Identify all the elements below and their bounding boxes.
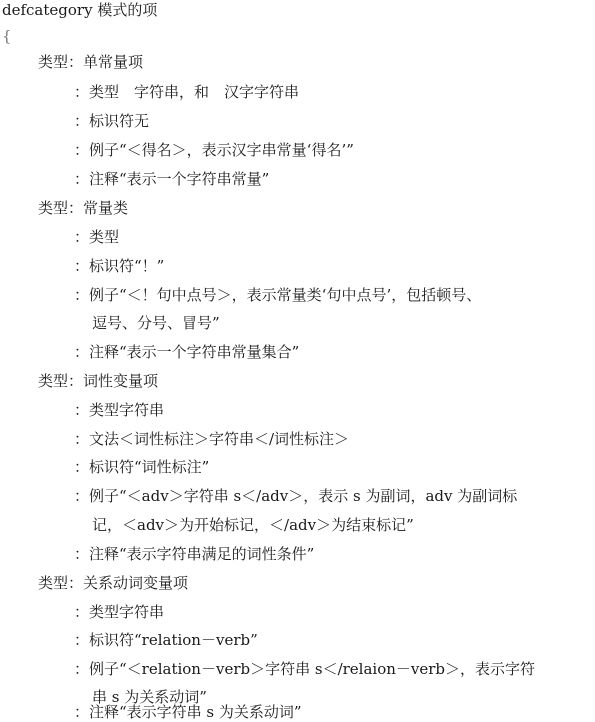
- attribute-line: ：注释“表示字符串满足的词性条件”: [74, 545, 315, 563]
- type-line: 类型：单常量项: [38, 53, 144, 71]
- document-heading: defcategory 模式的项: [2, 1, 158, 19]
- attribute-line: ：类型: [74, 228, 120, 246]
- attribute-line: ：例子“＜relation－verb＞字符串 s＜/relaion－verb＞，表示字符: [74, 660, 536, 678]
- attribute-line: ：例子“＜！句中点号＞，表示常量类‘句中点号’，包括顿号、: [74, 286, 482, 304]
- attribute-line: ：标识符无: [74, 112, 150, 130]
- continuation-line: 记，＜adv＞为开始标记，＜/adv＞为结束标记”: [92, 516, 414, 534]
- continuation-line: 逗号、分号、冒号”: [92, 314, 220, 332]
- attribute-line: ：注释“表示一个字符串常量”: [74, 170, 270, 188]
- type-line: 类型：词性变量项: [38, 372, 159, 390]
- attribute-line: ：类型字符串: [74, 603, 165, 621]
- attribute-line: ：例子“＜得名＞，表示汉字串常量‘得名’”: [74, 141, 354, 159]
- attribute-line: ：注释“表示字符串 s 为关系动词”: [74, 703, 302, 721]
- attribute-line: ：标识符“词性标注”: [74, 458, 210, 476]
- open-brace: {: [2, 27, 12, 45]
- attribute-line: ：标识符“relation－verb”: [74, 631, 258, 649]
- type-line: 类型：关系动词变量项: [38, 574, 189, 592]
- attribute-line: ：类型 字符串，和 汉字字符串: [74, 83, 300, 101]
- type-line: 类型：常量类: [38, 199, 129, 217]
- attribute-line: ：例子“＜adv＞字符串 s＜/adv＞，表示 s 为副词，adv 为副词标: [74, 487, 518, 505]
- attribute-line: ：文法＜词性标注＞字符串＜/词性标注＞: [74, 430, 350, 448]
- attribute-line: ：类型字符串: [74, 401, 165, 419]
- continuation-line: 串 s 为关系动词”: [92, 688, 207, 706]
- attribute-line: ：注释“表示一个字符串常量集合”: [74, 343, 300, 361]
- attribute-line: ：标识符“！”: [74, 257, 165, 275]
